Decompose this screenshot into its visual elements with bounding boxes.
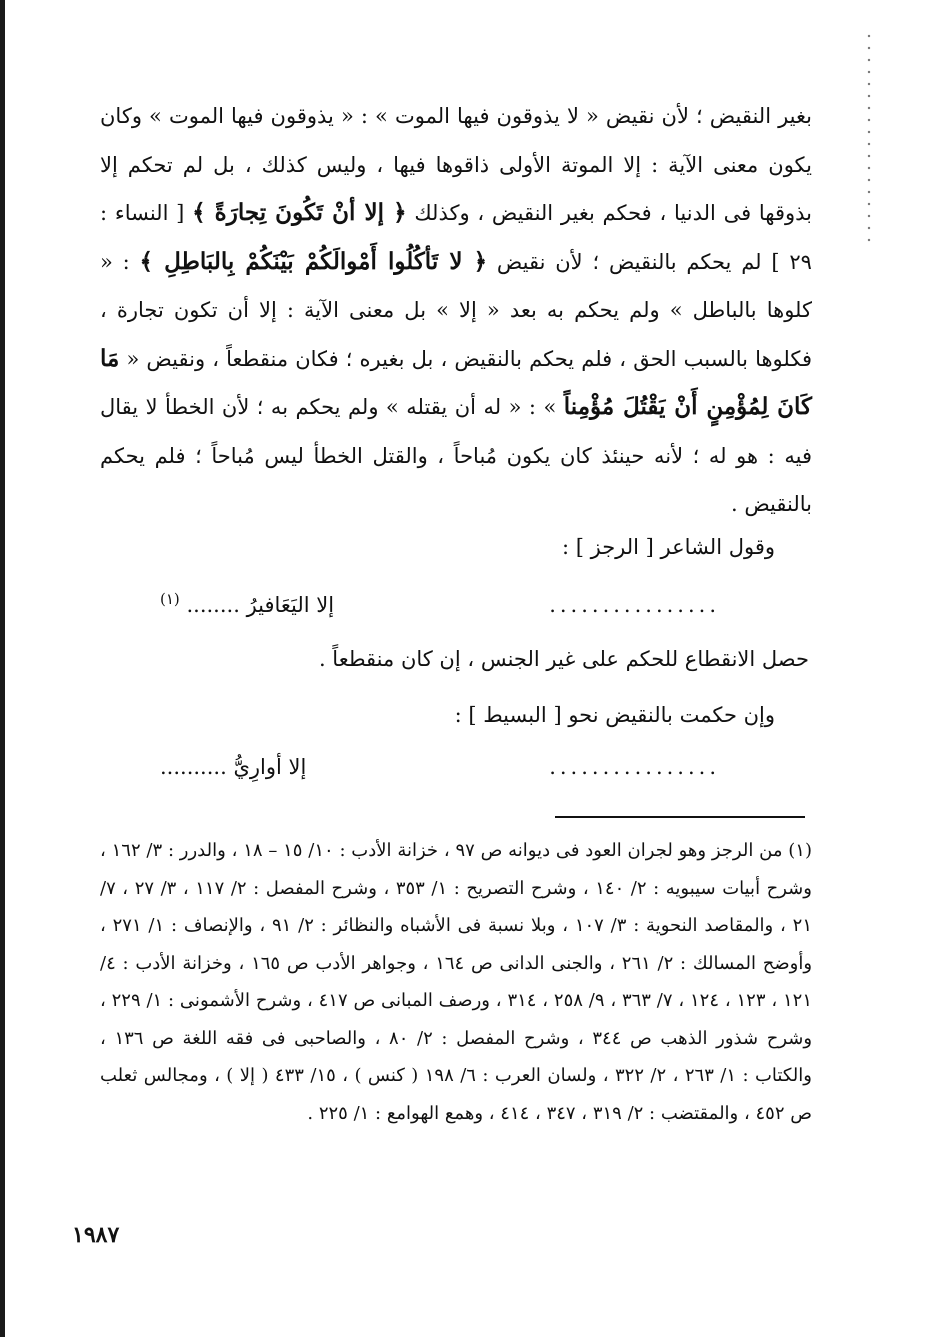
- verse2-hemistich: [160, 752, 306, 782]
- scan-edge: [0, 0, 5, 1337]
- verse1-leading-dots: ................: [549, 593, 720, 617]
- quran-quote-mumin: مَا كَانَ لِمُؤْمِنٍ أَنْ يَقْتُلَ مُؤْمِناً: [100, 344, 812, 420]
- verse1-trailing-dots: ........: [186, 593, 240, 617]
- line-after-verse1: حصل الانقطاع للحكم على غير الجنس ، إن كان منقطعاً .: [318, 647, 809, 671]
- quran-quote-tijara: ﴿ إلا أنْ تَكُونَ تِجارَةً ﴾: [192, 199, 407, 226]
- paragraph-part-2: [ النساء : ٢٩ ] لم يحكم بالنقيض ؛ لأن نقيض: [100, 201, 812, 274]
- paragraph-part-1: بغير النقيض ؛ لأن نقيض « لا يذوقون فيها الموت » : « يذوقون فيها الموت » وكان يكون معنى الآية : إلا الموتة الأولى ذاقوها فيها ، وليس كذلك ، بل لم تحكم إلا بذوقها فى الدنيا ، فحكم بغير النقيض ، وكذلك: [100, 104, 812, 225]
- footnote-1: (١) من الرجز وهو لجران العود فى ديوانه ص ٩٧ ، خزانة الأدب : ١٠/ ١٥ – ١٨ ، والدرر : ٣/ ١٦٢ ، وشرح أبيات سيبويه : ٢/ ١٤٠ ، وشرح التصريح : ١/ ٣٥٣ ، وشرح المفصل : ٢/ ١١٧ ، ٣/ ٢٧ ، ٧/ ٢١ ، والمقاصد النحوية : ٣/ ١٠٧ ، وبلا نسبة فى الأشباه والنظائر : ٢/ ٩١ ، والإنصاف : ١/ ٢٧١ ، وأوضح المسالك : ٢/ ٢٦١ ، والجنى الدانى ص ١٦٤ ، وجواهر الأدب ص ١٦٥ ، وخزانة الأدب : ٤/ ١٢١ ، ١٢٣ ، ١٢٤ ، ٧/ ٣٦٣ ، ٩/ ٢٥٨ ، ٣١٤ ، ورصف المبانى ص ٤١٧ ، وشرح الأشمونى : ١/ ٢٢٩ ، وشرح شذور الذهب ص ٣٤٤ ، وشرح المفصل : ٢/ ٨٠ ، والصاحبى فى فقه اللغة ص ١٣٦ ، والكتاب : ١/ ٢٦٣ ، ٢/ ٣٢٢ ، ولسان العرب : ٦/ ١٩٨ ( كنس ) ، ١٥/ ٤٣٣ ( إلا ) ، ومجالس ثعلب ص ٤٥٢ ، والمقتضب : ٢/ ٣١٩ ، ٣٤٧ ، ٤١٤ ، وهمع الهوامع : ١/ ٢٢٥ .: [100, 840, 813, 1124]
- footnote-separator: [555, 816, 805, 818]
- paragraph-part-4: » : « له أن يقتله » ولم يحكم به ؛ لأن الخطأ لا يقال فيه : هو له ؛ لأنه حينئذ كان يكون مُباحاً ، والقتل الخطأ ليس مُباحاً ؛ فلم يحكم بالنقيض .: [100, 395, 812, 516]
- verse1-hemistich: [160, 584, 334, 620]
- verse2-trailing-dots: ..........: [160, 755, 227, 779]
- main-paragraph: [100, 92, 812, 529]
- verse2-text: إلا أوارِيُّ: [233, 755, 307, 779]
- verse2-leading-dots: ................: [549, 755, 720, 779]
- verse1-text: إلا اليَعَافيرُ: [246, 593, 335, 617]
- verse1-intro: وقول الشاعر [ الرجز ] :: [562, 535, 775, 559]
- page-number: ١٩٨٧: [72, 1222, 120, 1248]
- scan-noise-dots: [867, 30, 871, 250]
- quran-quote-amwal: ﴿ لا تَأكُلُوا أَمْوالَكُمْ بَيْنَكُمْ بِالبَاطِلِ ﴾: [139, 247, 488, 275]
- verse2-line: [160, 752, 720, 782]
- verse1-line: [160, 584, 720, 620]
- paragraph-part-3: : « كلوها بالباطل » ولم يحكم به بعد « إلا » بل معنى الآية : إلا أن تكون تجارة ، فكلوها بالسبب الحق ، فلم يحكم بالنقيض ، بل بغيره ؛ فكان منقطعاً ، ونقيض «: [100, 249, 812, 371]
- verse1-footnote-ref: (١): [160, 590, 180, 608]
- verse2-intro: وإن حكمت بالنقيض نحو [ البسيط ] :: [454, 703, 775, 727]
